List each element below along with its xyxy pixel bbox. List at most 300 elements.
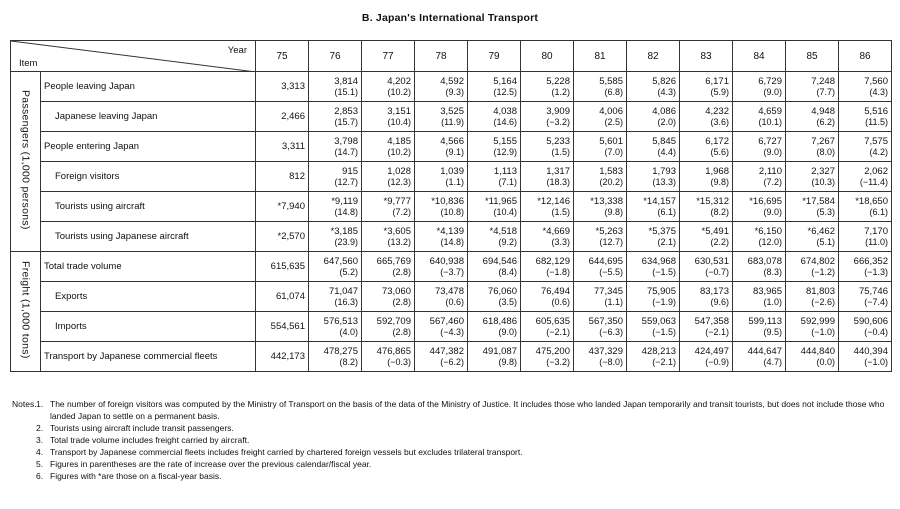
value: 1,039 [440,165,464,177]
value: 476,865 [376,345,411,357]
value-cell [468,72,521,102]
header-row [11,41,892,72]
value-cell [733,192,786,222]
change-rate: (23.9) [334,236,358,247]
value-cell [256,132,309,162]
change-rate: (8.0) [816,146,835,157]
value: 3,525 [440,105,464,117]
change-rate: (5.9) [710,86,729,97]
value: 4,185 [387,135,411,147]
change-rate: (10.2) [387,146,411,157]
value-cell [415,222,468,252]
year-header: 80 [521,41,574,72]
change-rate: (−6.3) [599,326,623,337]
value-cell [574,282,627,312]
value: 644,695 [588,255,623,267]
year-header: 84 [733,41,786,72]
change-rate: (−1.3) [864,266,888,277]
value-cell [256,312,309,342]
value-cell [839,102,892,132]
value-cell [627,252,680,282]
group-label: Freight (1,000 tons) [19,261,32,359]
value: 3,313 [281,80,305,92]
value: 475,200 [535,345,570,357]
value-cell [574,192,627,222]
value-cell [468,192,521,222]
value: *5,263 [595,225,623,237]
value: *4,139 [436,225,464,237]
value: *4,518 [489,225,517,237]
change-rate: (−0.9) [705,356,729,367]
value-cell [786,72,839,102]
value-cell [362,282,415,312]
value: 73,478 [434,285,464,297]
value-cell [574,162,627,192]
change-rate: (9.5) [763,326,782,337]
value-cell [362,162,415,192]
value-cell [415,162,468,192]
value: 7,267 [811,135,835,147]
row-item-label: Imports [41,312,256,342]
value-cell [468,252,521,282]
value-cell [627,342,680,372]
value: 5,155 [493,135,517,147]
value: *17,584 [802,195,835,207]
change-rate: (2.8) [392,326,411,337]
value-cell [521,282,574,312]
year-header: 83 [680,41,733,72]
table-row [11,342,892,372]
change-rate: (−4.3) [440,326,464,337]
value: 2,062 [864,165,888,177]
change-rate: (6.1) [657,206,676,217]
change-rate: (3.6) [710,116,729,127]
value-cell [468,222,521,252]
value: 683,078 [747,255,782,267]
value: 666,352 [853,255,888,267]
row-item-label: People leaving Japan [41,72,256,102]
row-item-label: Japanese leaving Japan [41,102,256,132]
change-rate: (−1.0) [864,356,888,367]
year-header: 86 [839,41,892,72]
change-rate: (0.6) [445,296,464,307]
change-rate: (−0.7) [705,266,729,277]
value-cell [680,282,733,312]
note-item [36,470,892,482]
row-item-label: Foreign visitors [41,162,256,192]
value-cell [309,342,362,372]
value-cell [468,342,521,372]
value: 7,248 [811,75,835,87]
change-rate: (−7.4) [864,296,888,307]
table-row [11,252,892,282]
change-rate: (7.0) [604,146,623,157]
value-cell [627,312,680,342]
value: 6,727 [758,135,782,147]
change-rate: (2.8) [392,266,411,277]
value-cell [256,192,309,222]
table-row [11,192,892,222]
note-item [36,446,892,458]
value-cell [839,312,892,342]
value: 6,171 [705,75,729,87]
value-cell [415,132,468,162]
value: 5,228 [546,75,570,87]
value: 73,060 [381,285,411,297]
value-cell [680,132,733,162]
change-rate: (14.6) [493,116,517,127]
value: 812 [289,170,305,182]
value-cell [362,192,415,222]
change-rate: (10.4) [387,116,411,127]
group-label-cell [11,72,41,252]
change-rate: (6.2) [816,116,835,127]
value: 665,769 [376,255,411,267]
change-rate: (4.0) [339,326,358,337]
value: 76,060 [487,285,517,297]
value: 5,164 [493,75,517,87]
change-rate: (11.0) [865,236,888,247]
change-rate: (2.0) [657,116,676,127]
change-rate: (−1.5) [652,266,676,277]
value: *10,836 [431,195,464,207]
value: 444,840 [800,345,835,357]
change-rate: (12.3) [387,176,411,187]
change-rate: (0.0) [816,356,835,367]
value: *7,940 [277,200,305,212]
row-item-label: People entering Japan [41,132,256,162]
value-cell [521,192,574,222]
value: 491,087 [482,345,517,357]
value: *15,312 [696,195,729,207]
value-cell [733,132,786,162]
change-rate: (−5.5) [599,266,623,277]
change-rate: (13.3) [652,176,676,187]
value-cell [309,132,362,162]
value: 1,028 [387,165,411,177]
value: 5,585 [599,75,623,87]
notes-list [12,398,892,482]
change-rate: (2.8) [392,296,411,307]
change-rate: (3.5) [498,296,517,307]
value-cell [680,312,733,342]
change-rate: (−8.0) [599,356,623,367]
change-rate: (12.9) [493,146,517,157]
value: 599,113 [748,315,782,327]
value: 3,151 [387,105,411,117]
change-rate: (7.1) [498,176,517,187]
transport-table [10,40,892,372]
change-rate: (5.6) [710,146,729,157]
value-cell [786,222,839,252]
value-cell [309,102,362,132]
row-item-label: Transport by Japanese commercial fleets [41,342,256,372]
value: *9,777 [383,195,411,207]
value-cell [521,222,574,252]
value: 590,606 [853,315,888,327]
value-cell [627,192,680,222]
value-cell [309,222,362,252]
change-rate: (−1.8) [546,266,570,277]
value-cell [680,222,733,252]
note-text: The number of foreign visitors was computed by the Ministry of Transport on the basis of the data of the Ministry of Justice. It includes those who landed Japan temporarily and transit tourists, but does not include those who landed Japan to settle on a permanent basis. [50,399,885,421]
value-cell [786,282,839,312]
value: 81,803 [805,285,835,297]
value: 77,345 [593,285,623,297]
value: 567,350 [588,315,623,327]
value: 554,561 [270,320,305,332]
change-rate: (9.8) [498,356,517,367]
value: 83,173 [699,285,729,297]
value: 61,074 [275,290,305,302]
value-cell [574,252,627,282]
value: *12,146 [537,195,570,207]
change-rate: (15.1) [334,86,358,97]
table-row [11,162,892,192]
value: 4,086 [652,105,676,117]
value: *9,119 [331,195,358,207]
change-rate: (−0.3) [387,356,411,367]
value: 647,560 [323,255,358,267]
value: 4,659 [758,105,782,117]
value-cell [521,312,574,342]
value: 4,566 [440,135,464,147]
value: 1,113 [493,165,517,177]
value-cell [521,102,574,132]
value: 630,531 [694,255,729,267]
change-rate: (5.2) [339,266,358,277]
value: *3,605 [383,225,411,237]
change-rate: (14.8) [334,206,358,217]
change-rate: (1.0) [763,296,782,307]
value-cell [362,342,415,372]
note-item [36,422,892,434]
value-cell [574,222,627,252]
change-rate: (18.3) [546,176,570,187]
note-number: 5. [36,459,44,469]
value-cell [680,162,733,192]
value-cell [415,312,468,342]
year-header: 82 [627,41,680,72]
change-rate: (9.8) [710,176,729,187]
value-cell [468,102,521,132]
value-cell [839,342,892,372]
value-cell [362,102,415,132]
note-text: Transport by Japanese commercial fleets includes freight carried by chartered foreign vessels but excludes trilateral transport. [50,447,523,457]
value: 915 [342,165,358,177]
change-rate: (10.2) [387,86,411,97]
value-cell [627,162,680,192]
change-rate: (−3.2) [546,356,570,367]
value: 4,038 [493,105,517,117]
value: 428,213 [641,345,676,357]
value-cell [839,72,892,102]
value-cell [839,222,892,252]
change-rate: (7.2) [392,206,411,217]
value-cell [256,102,309,132]
change-rate: (−6.2) [440,356,464,367]
value-cell [521,252,574,282]
value-cell [786,192,839,222]
value: 75,746 [858,285,888,297]
year-header: 85 [786,41,839,72]
value-cell [680,192,733,222]
value-cell [839,192,892,222]
change-rate: (4.3) [657,86,676,97]
change-rate: (1.1) [445,176,464,187]
value: 1,968 [705,165,729,177]
value-cell [309,282,362,312]
value-cell [574,132,627,162]
value-cell [627,102,680,132]
value: 4,232 [705,105,729,117]
note-item [36,434,892,446]
year-label: Year [227,45,247,56]
table-row [11,222,892,252]
change-rate: (−11.4) [859,176,888,187]
change-rate: (13.2) [387,236,411,247]
value: *16,695 [749,195,782,207]
value: 7,575 [864,135,888,147]
change-rate: (5.1) [816,236,835,247]
value-cell [309,312,362,342]
change-rate: (9.0) [763,86,782,97]
value: 5,233 [546,135,570,147]
value: 2,110 [758,165,782,177]
value: *5,491 [701,225,729,237]
value-cell [627,282,680,312]
value-cell [574,342,627,372]
value: 567,460 [429,315,464,327]
change-rate: (2.2) [710,236,729,247]
value: 83,965 [752,285,782,297]
value-cell [521,342,574,372]
change-rate: (1.2) [551,86,570,97]
value-cell [256,282,309,312]
change-rate: (10.3) [811,176,835,187]
value-cell [786,342,839,372]
value-cell [839,132,892,162]
value-cell [733,312,786,342]
change-rate: (12.7) [334,176,358,187]
value-cell [309,162,362,192]
value: 75,905 [646,285,676,297]
change-rate: (8.2) [339,356,358,367]
change-rate: (4.4) [657,146,676,157]
value: 674,802 [800,255,835,267]
value: 4,592 [440,75,464,87]
change-rate: (11.5) [865,116,888,127]
value: 615,635 [270,260,305,272]
value: *4,669 [542,225,570,237]
value: 76,494 [540,285,570,297]
notes-heading: Notes. [12,399,37,409]
change-rate: (9.2) [498,236,517,247]
value: 1,317 [546,165,570,177]
value: 444,647 [747,345,782,357]
change-rate: (9.8) [604,206,623,217]
change-rate: (−2.1) [705,326,729,337]
value-cell [362,132,415,162]
note-number: 4. [36,447,44,457]
value-cell [733,162,786,192]
table-title: B. Japan's International Transport [361,12,539,24]
change-rate: (4.3) [869,86,888,97]
change-rate: (14.8) [440,236,464,247]
value-cell [733,102,786,132]
value: 3,814 [334,75,358,87]
value-cell [839,252,892,282]
change-rate: (−1.2) [811,266,835,277]
value-cell [839,282,892,312]
value: 2,853 [334,105,358,117]
header-corner [11,41,256,72]
note-text: Tourists using aircraft include transit passengers. [50,423,234,433]
value-cell [415,282,468,312]
value-cell [627,222,680,252]
value-cell [733,252,786,282]
table-row [11,72,892,102]
change-rate: (−2.1) [652,356,676,367]
change-rate: (12.0) [758,236,782,247]
value-cell [680,342,733,372]
header-diagonal [11,41,256,72]
value-cell [627,72,680,102]
value: 3,909 [546,105,570,117]
value-cell [733,72,786,102]
value-cell [521,162,574,192]
value-cell [468,162,521,192]
value: 4,202 [387,75,411,87]
value-cell [362,72,415,102]
group-label-cell [11,252,41,372]
value: 694,546 [482,255,517,267]
year-header: 76 [309,41,362,72]
change-rate: (−1.5) [652,326,676,337]
value-cell [680,72,733,102]
value-cell [574,102,627,132]
note-number: 2. [36,423,44,433]
change-rate: (8.2) [710,206,729,217]
note-number: 3. [36,435,44,445]
value: 592,709 [376,315,411,327]
value-cell [256,252,309,282]
change-rate: (12.7) [599,236,623,247]
value: 7,170 [864,225,888,237]
change-rate: (0.6) [551,296,570,307]
value: 1,583 [599,165,623,177]
value-cell [362,312,415,342]
value-cell [839,162,892,192]
value-cell [733,282,786,312]
note-item [36,458,892,470]
value: *11,965 [484,195,517,207]
value-cell [256,162,309,192]
value: 440,394 [853,345,888,357]
value: 592,999 [800,315,835,327]
value: *6,150 [754,225,782,237]
value-cell [468,132,521,162]
table-row [11,102,892,132]
change-rate: (−3.7) [440,266,464,277]
value: *14,157 [643,195,676,207]
value: 424,497 [694,345,729,357]
value: *2,570 [277,230,305,242]
note-item [36,398,892,422]
value-cell [362,222,415,252]
value: 5,826 [652,75,676,87]
value-cell [362,252,415,282]
